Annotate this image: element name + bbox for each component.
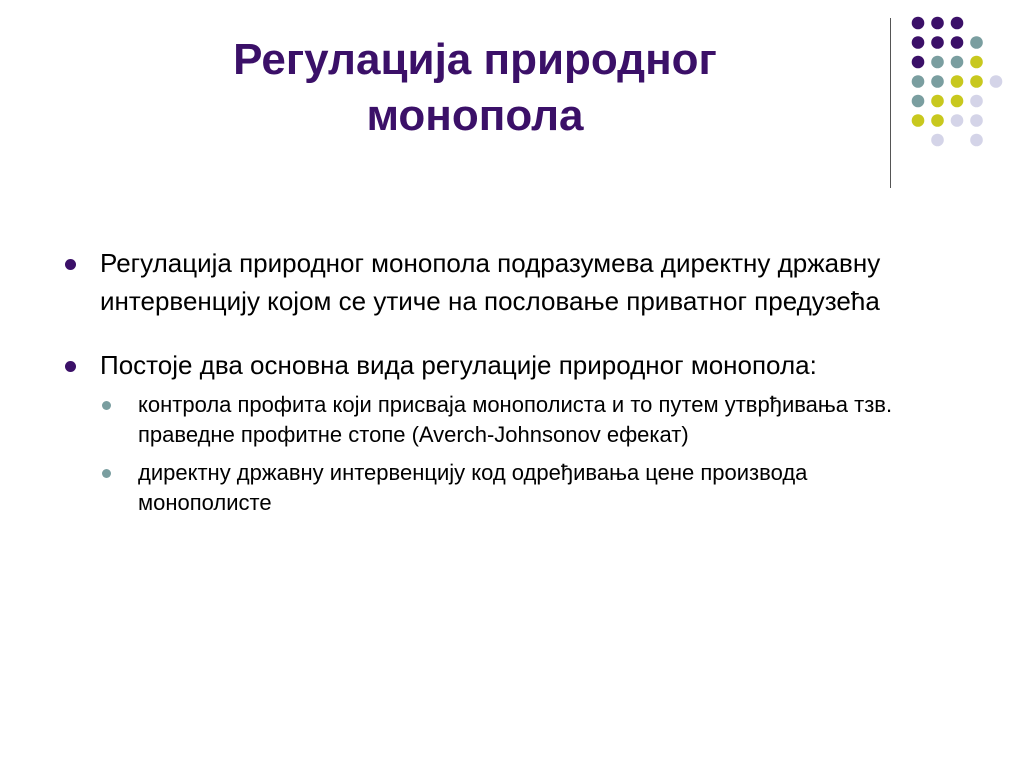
sub-bullet-item — [100, 390, 920, 450]
decorative-dot — [970, 95, 983, 108]
decorative-dot — [970, 114, 983, 127]
decorative-dot — [931, 75, 944, 88]
sub-bullet-text: контрола профита који присваја монополиста и то путем утврђивања тзв. праведне профитне стопе (Averch-Johnsonov ефекат) — [138, 392, 893, 447]
decorative-dot — [931, 36, 944, 49]
decorative-dot — [990, 75, 1003, 88]
decorative-dot — [912, 114, 925, 127]
bullet-item — [60, 244, 920, 320]
bullet-text: Постоје два основна вида регулације природног монопола: — [100, 350, 817, 380]
slide-title-line-2: монопола — [366, 91, 584, 140]
decorative-dot — [931, 114, 944, 127]
decorative-dot — [912, 17, 925, 30]
decorative-divider — [890, 18, 891, 188]
decorative-dot — [931, 17, 944, 30]
decorative-dot — [970, 56, 983, 69]
slide-body — [60, 244, 920, 526]
slide-title — [150, 32, 800, 144]
decorative-dot — [951, 95, 964, 108]
decorative-dot — [951, 114, 964, 127]
decorative-dot — [912, 95, 925, 108]
decorative-dot — [970, 134, 983, 147]
sub-bullet-text: директну државну интервенцију код одређивања цене производа монополисте — [138, 460, 808, 515]
decorative-dot — [951, 75, 964, 88]
bullet-text: Регулација природног монопола подразумева директну државну интервенцију којом се утиче на пословање приватног предузећа — [100, 248, 881, 316]
slide-title-line-1: Регулација природног — [233, 35, 717, 84]
decorative-dot — [951, 17, 964, 30]
sub-bullet-list — [60, 390, 920, 518]
sub-bullet-dot-icon — [102, 469, 111, 478]
decorative-dot — [931, 134, 944, 147]
decorative-dot — [970, 36, 983, 49]
decorative-dot — [931, 95, 944, 108]
decorative-dot — [951, 36, 964, 49]
bullet-dot-icon — [65, 259, 76, 270]
bullet-dot-icon — [65, 361, 76, 372]
sub-bullet-dot-icon — [102, 401, 111, 410]
bullet-item — [60, 346, 920, 384]
decorative-dot — [970, 75, 983, 88]
decorative-dot — [912, 56, 925, 69]
decorative-dot — [912, 75, 925, 88]
sub-bullet-item — [100, 458, 920, 518]
decorative-dot — [912, 36, 925, 49]
decorative-dot — [931, 56, 944, 69]
decorative-dot — [951, 56, 964, 69]
